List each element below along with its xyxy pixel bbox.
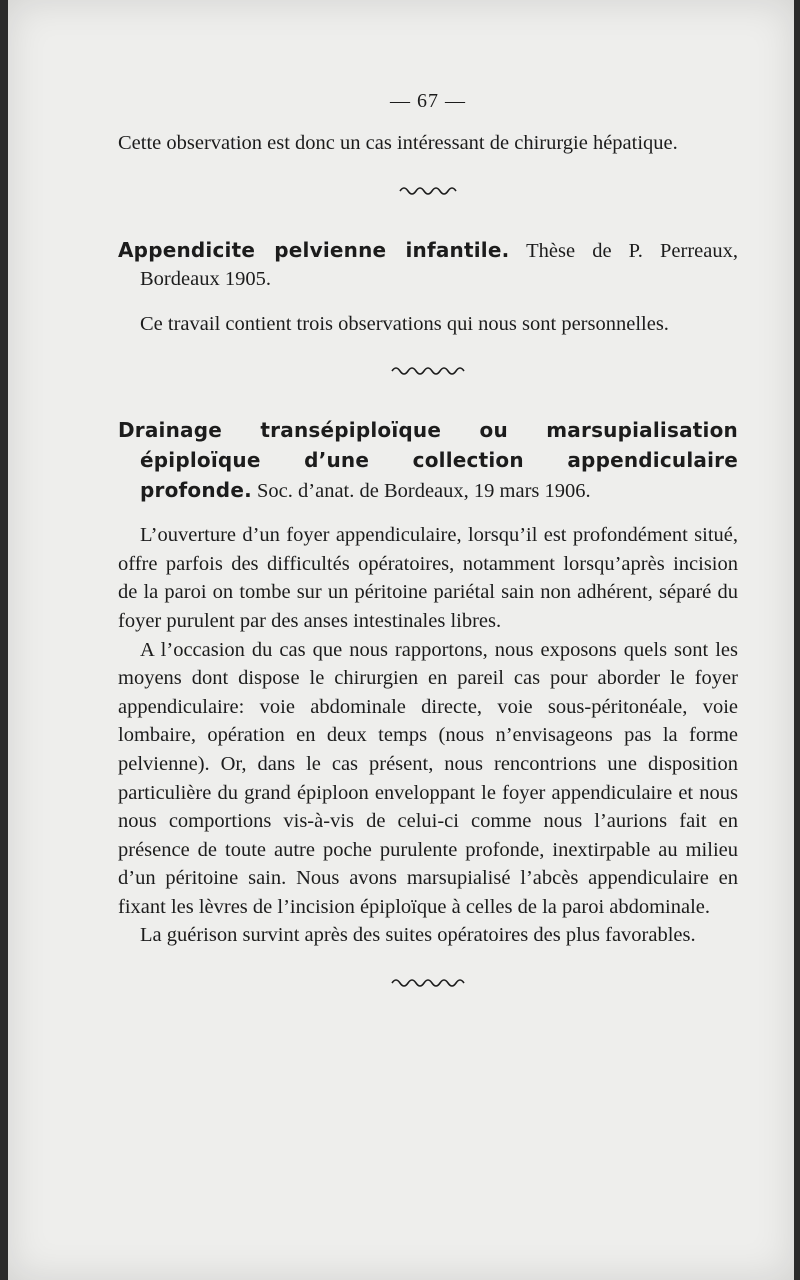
entry-source: Thèse de P. Perreaux, Bordeaux 1905. xyxy=(140,239,739,291)
entry-heading: Drainage transépiploïque ou marsupialisation épiploïque d’une collection appendiculaire profonde. xyxy=(118,418,738,502)
body-paragraph: L’ouverture d’un foyer appendiculaire, lorsqu’il est profondément situé, offre parfois des difficultés opératoires, notamment lorsqu’après incision de la paroi on tombe sur un péritoine pariétal sain non adhérent, séparé du foyer purulent par des anses intestinales libres. xyxy=(118,524,738,632)
entry-heading: Appendicite pelvienne infantile. xyxy=(118,237,510,262)
body-paragraph: La guérison survint après des suites opératoires des plus favorables. xyxy=(140,924,696,947)
page-number: — 67 — xyxy=(390,90,466,112)
entry-appendicite xyxy=(118,236,738,294)
entry-drainage xyxy=(118,416,738,505)
ornament-divider xyxy=(118,976,738,1002)
book-page xyxy=(8,0,794,1280)
intro-paragraph: Cette observation est donc un cas intéressant de chirurgie hépatique. xyxy=(118,132,678,154)
entry-paragraph: Ce travail contient trois observations qui nous sont personnelles. xyxy=(140,312,669,335)
ornament-divider xyxy=(118,364,738,390)
page-text-block xyxy=(118,90,738,1002)
ornament-divider xyxy=(118,184,738,210)
entry-source: Soc. d’anat. de Bordeaux, 19 mars 1906. xyxy=(251,479,591,502)
body-paragraph: A l’occasion du cas que nous rapportons, nous exposons quels sont les moyens dont dispose le chirurgien en pareil cas pour aborder le foyer appendiculaire: voie abdominale directe, voie sous-péritonéale, voie lombaire, opération en deux temps (nous n’envisageons pas la forme pelvienne). Or, dans le cas présent, nous rencontrions une disposition particulière du grand épiploon enveloppant le foyer appendiculaire et nous nous comportions vis-à-vis de celui-ci comme nous l’aurions fait en présence de toute autre poche purulente profonde, inextirpable au milieu d’un péritoine sain. Nous avons marsupialisé l’abcès appendiculaire en fixant les lèvres de l’incision épiploïque à celles de la paroi abdominale. xyxy=(118,638,738,918)
